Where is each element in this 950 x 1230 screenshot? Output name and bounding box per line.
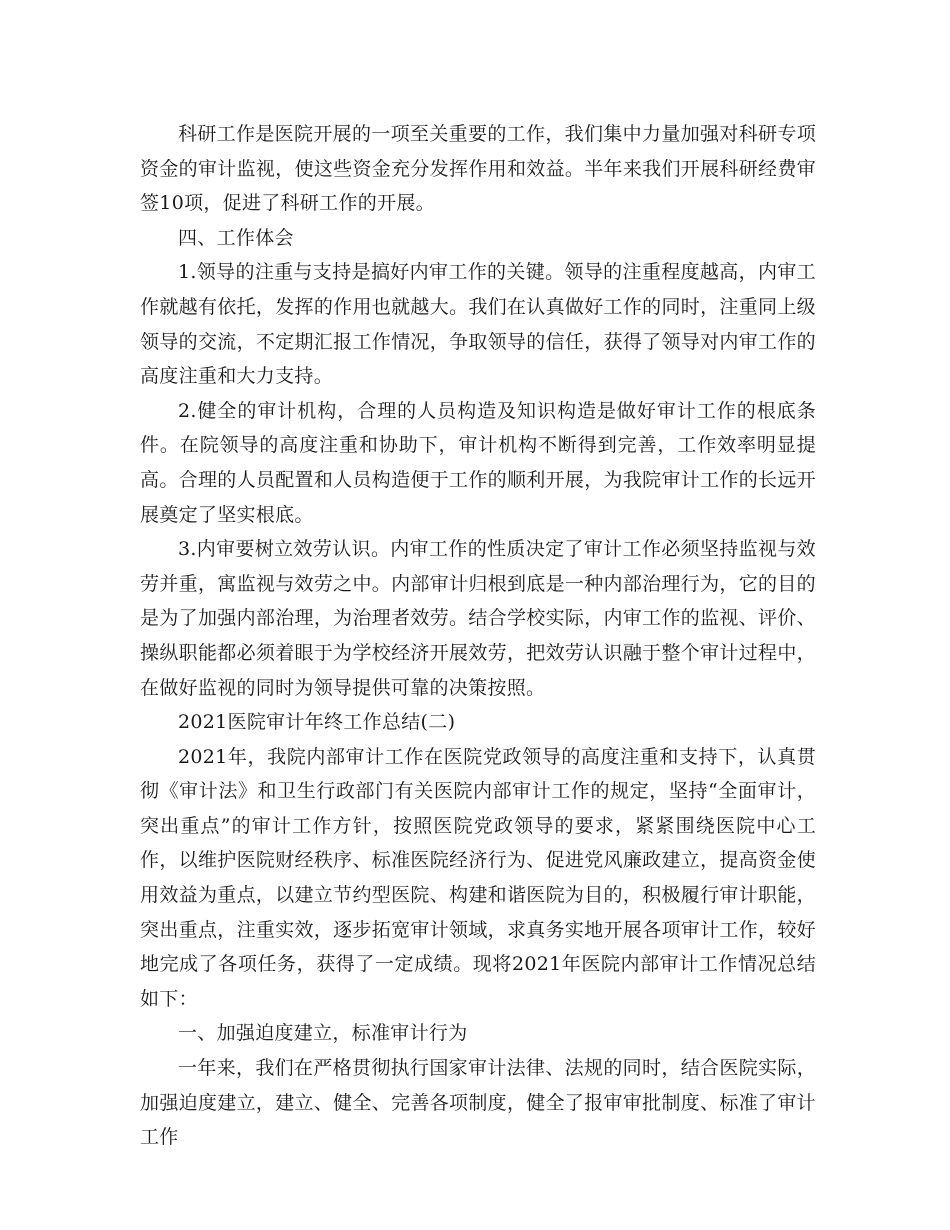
heading-work-experience: 四、工作体会 — [178, 226, 294, 249]
paragraph-system-building: 一年来，我们在严格贯彻执行国家审计法律、法规的同时，结合医院实际，加强迫度建立，建立、健全、完善各项制度，健全了报审审批制度、标准了审计工作 — [140, 1057, 816, 1149]
paragraph-point-1: 1.领导的注重与支持是搞好内审工作的关键。领导的注重程度越高，内审工作就越有依托，发挥的作用也就越大。我们在认真做好工作的同时，注重同上级领导的交流，不定期汇报工作情况，争取领导的信任，获得了领导对内审工作的高度注重和大力支持。 — [140, 261, 816, 388]
paragraph-point-3: 3.内审要树立效劳认识。内审工作的性质决定了审计工作必须坚持监视与效劳并重，寓监视与效劳之中。内部审计归根到底是一种内部治理行为，它的目的是为了加强内部治理，为治理者效劳。结合学校实际，内审工作的监视、评价、操纵职能都必须着眼于为学校经济开展效劳，把效劳认识融于整个审计过程中，在做好监视的同时为领导提供可靠的决策按照。 — [140, 538, 816, 699]
document-body — [140, 117, 816, 1155]
paragraph-point-2: 2.健全的审计机构，合理的人员构造及知识构造是做好审计工作的根底条件。在院领导的高度注重和协助下，审计机构不断得到完善，工作效率明显提高。合理的人员配置和人员构造便于工作的顺利开展，为我院审计工作的长远开展奠定了坚实根底。 — [140, 399, 816, 526]
paragraph-research-funds: 科研工作是医院开展的一项至关重要的工作，我们集中力量加强对科研专项资金的审计监视，使这些资金充分发挥作用和效益。半年来我们开展科研经费审签10项，促进了科研工作的开展。 — [140, 123, 816, 215]
section-title-summary-2: 2021医院审计年终工作总结(二) — [178, 711, 456, 734]
heading-system-building: 一、加强迫度建立，标准审计行为 — [178, 1022, 468, 1045]
paragraph-summary-intro: 2021年，我院内部审计工作在医院党政领导的高度注重和支持下，认真贯彻《审计法》和卫生行政部门有关医院内部审计工作的规定，坚持“全面审计，突出重点”的审计工作方针，按照医院党政领导的要求，紧紧围绕医院中心工作，以维护医院财经秩序、标准医院经济行为、促进党风廉政建立，提高资金使用效益为重点，以建立节约型医院、构建和谐医院为目的，积极履行审计职能，突出重点，注重实效，逐步拓宽审计领域，求真务实地开展各项审计工作，较好地完成了各项任务，获得了一定成绩。现将2021年医院内部审计工作情况总结如下： — [140, 745, 816, 1010]
